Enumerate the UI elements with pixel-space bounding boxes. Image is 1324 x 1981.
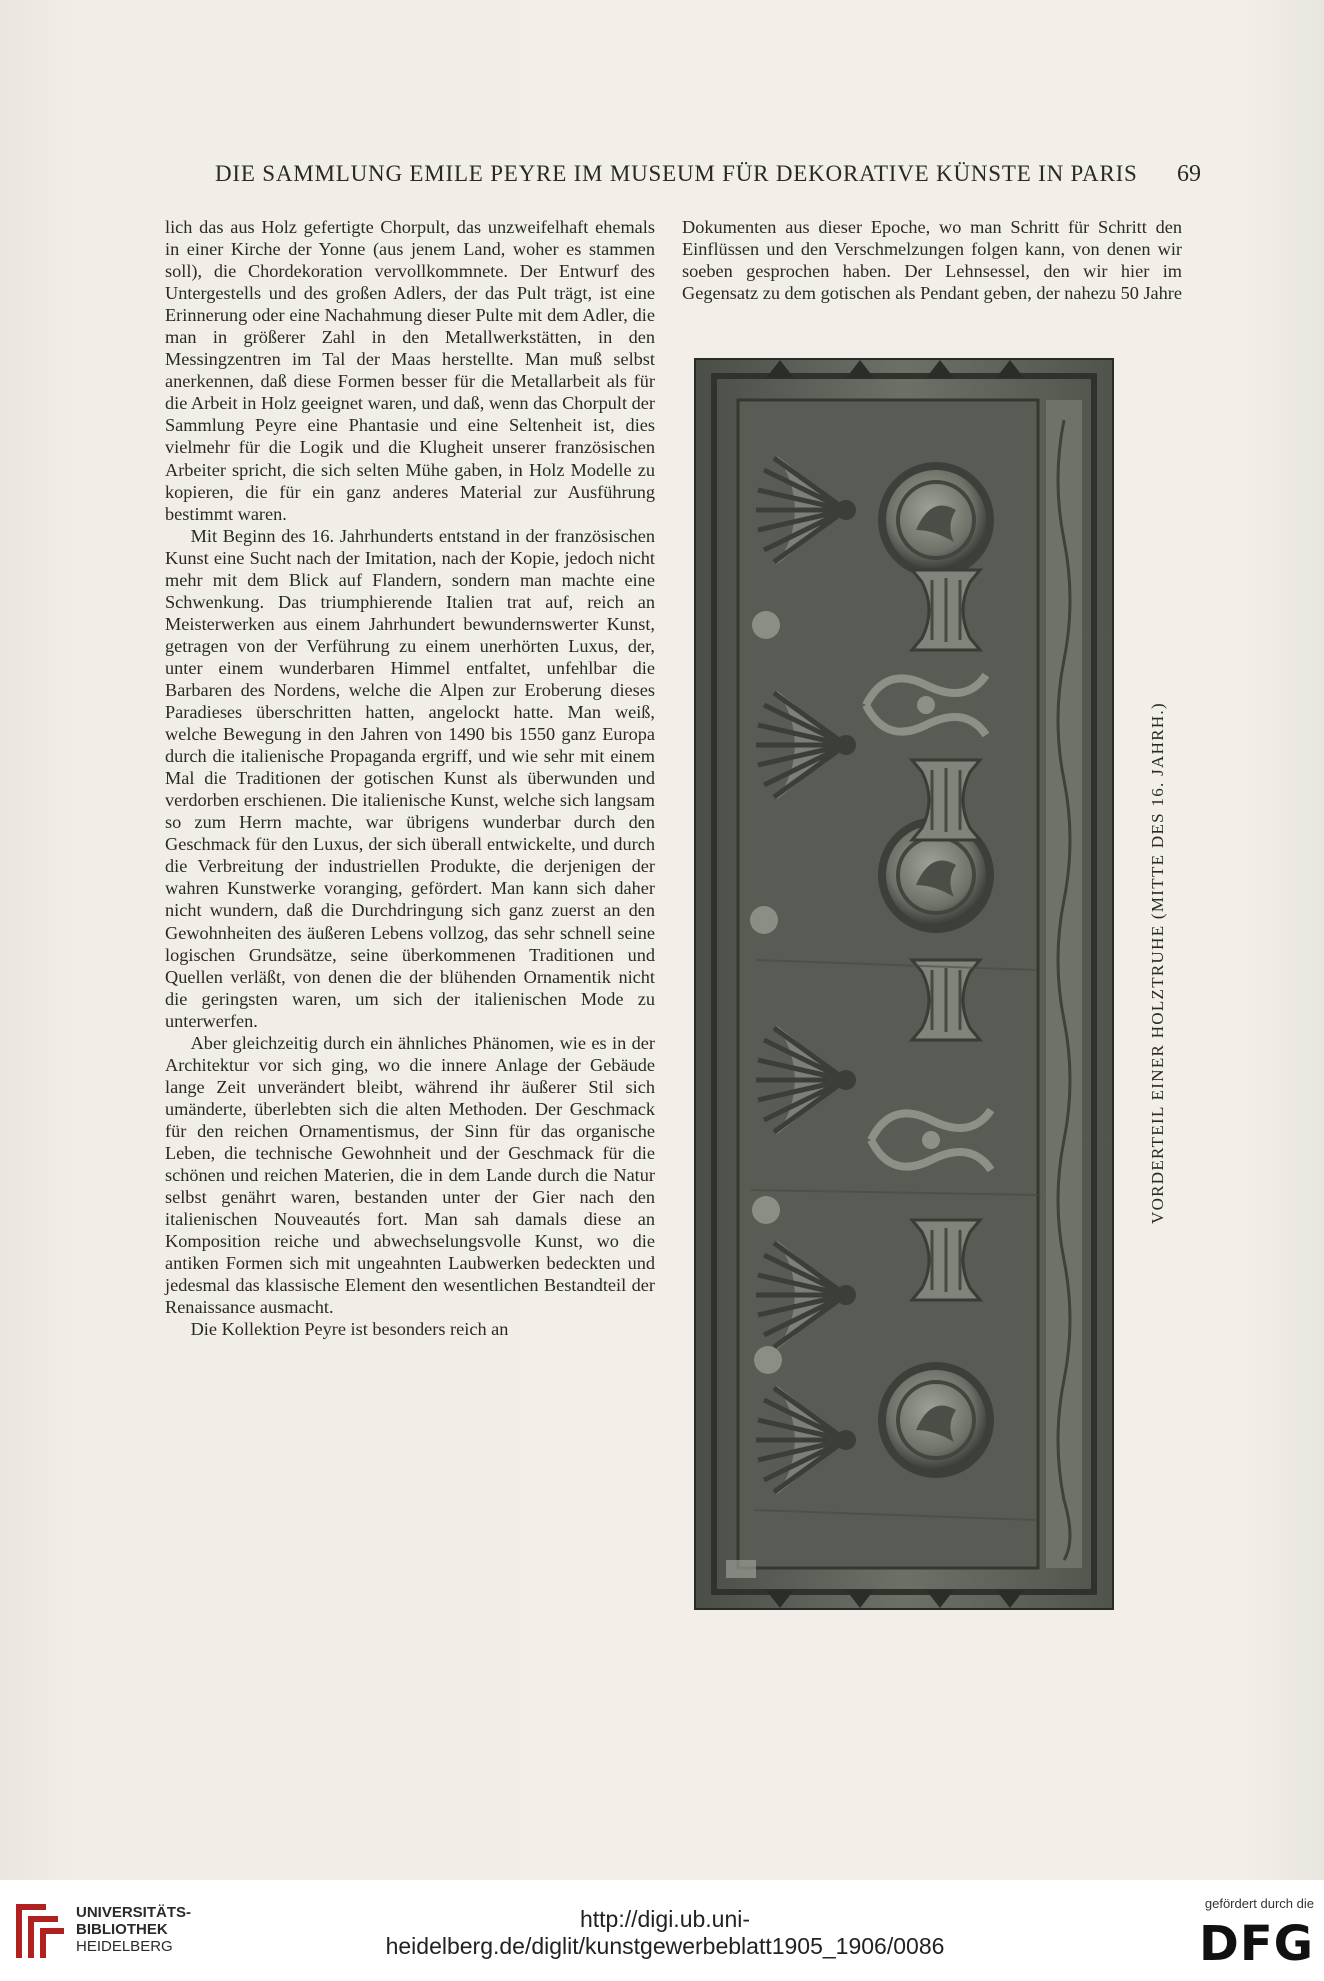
dfg-logo: DFG [1198,1916,1314,1972]
permalink-url[interactable]: http://digi.ub.uni-heidelberg.de/diglit/kunstgewerbeblatt1905_1906/0086 [385,1906,945,1959]
digitization-footer [0,1880,1324,1981]
paragraph: Die Kollektion Peyre ist besonders reich an [190,1319,509,1340]
paragraph: Aber gleichzeitig durch ein ähnliches Phänomen, wie es in der Architektur vor sich ging, wo die innere Anlage der Gebäude lange Zeit unverändert bleibt, während ihr äußerer Stil sich umänderte, überlebten sich die alten Methoden. Der Geschmack für den reichen Ornamentismus, der Sinn für das organische Leben, die technische Gewohnheit und der Geschmack für die schönen und reichen Materien, die in dem Lande durch die Natur selbst genährt waren, bestanden unter der Gier nach den italienischen Nouveautés fort. Man sah damals diese an Komposition reiche und abwechselungsvolle Kunst, wo die antiken Formen sich mit ungeahnten Laubwerken bedeckten und jedesmal das klassische Element den wesentlichen Bestandteil der Renaissance ausmacht. [165,1032,655,1318]
paragraph: lich das aus Holz gefertigte Chorpult, das unzweifelhaft ehemals in einer Kirche der Yonne (aus jenem Land, woher es stammen soll), die Chordekoration vervollkommnete. Der Entwurf des Untergestells und des großen Adlers, der das Pult trägt, ist eine Erinnerung oder eine Nachahmung dieser Pulte mit dem Adler, die man in größerer Zahl in den Metallwerkstätten, in den Messingzentren im Tal der Maas herstellte. Man muß selbst anerkennen, daß diese Formen besser für die Metallarbeit als für die Arbeit in Holz geeignet waren, und daß, wenn das Chorpult der Sammlung Peyre eine Phantasie und eine Seltenheit ist, dies vielmehr für die Logik und die Klugheit unserer französischen Arbeiter spricht, die sich selten Mühe gaben, in Holz Modelle zu kopieren, die für ein ganz anderes Material zur Ausführung bestimmt waren. [165,217,655,524]
paragraph: Mit Beginn des 16. Jahrhunderts entstand in der französischen Kunst eine Sucht nach der Imitation, nach der Kopie, jedoch nicht mehr mit dem Blick auf Flandern, sondern man machte eine Schwenkung. Das triumphierende Italien trat auf, reich an Meisterwerken aus einem Jahrhundert bewundernswerter Kunst, getragen von der Verführung zu einem unerhörten Luxus, der, unter einem wunderbaren Himmel entfaltet, unfehlbar die Barbaren des Nordens, welche die Alpen zur Eroberung dieses Paradieses überschritten hatten, angelockt hatte. Man weiß, welche Bewegung in den Jahren von 1490 bis 1550 ganz Europa durch die italienische Propaganda ergriff, und wie sehr mit einem Mal die Traditionen der gotischen Kunst als überwunden und verdorben erschienen. Die italienische Kunst, welche sich langsam so zum Herrn machte, war übrigens wunderbar durch den Geschmack für den Luxus, der sich überall entwickelte, und durch die Verbreitung der industriellen Produkte, die derjenigen der wahren Kunstwerke voranging, gefördert. Man kann sich daher nicht wundern, daß die Durchdringung sich ganz zuerst an den Gewohnheiten des äußeren Lebens vollzog, das sehr schnell seine logischen Grundsätze, seine überkommenen Traditionen und Quellen verläßt, von denen die der blühenden Ornamentik nicht die geringsten waren, um sich der italienischen Mode zu unterwerfen. [165,525,655,1031]
funding-note: gefördert durch die [1204,1896,1314,1911]
running-title: DIE SAMMLUNG EMILE PEYRE IM MUSEUM FÜR DEKORATIVE KÜNSTE IN PARIS [215,161,1138,186]
university-library-logo-icon [10,1900,68,1964]
carved-chest-panel-illustration [696,360,1112,1608]
institution-name: UNIVERSITÄTS- BIBLIOTHEK HEIDELBERG [76,1904,192,1955]
figure-caption: VORDERTEIL EINER HOLZTRUHE (MITTE DES 16. JAHRH.) [1148,702,1167,1224]
left-text-column [165,216,655,1340]
chest-front-photograph [694,358,1114,1610]
paragraph: Dokumenten aus dieser Epoche, wo man Schritt für Schritt den Einflüssen und den Verschmelzungen folgen kann, von denen wir soeben gesprochen haben. Der Lehnsessel, den wir hier im Gegensatz zu dem gotischen als Pendant geben, der nahezu 50 Jahre [682,217,1183,304]
page-number: 69 [1177,161,1201,187]
right-text-column [682,216,1182,304]
